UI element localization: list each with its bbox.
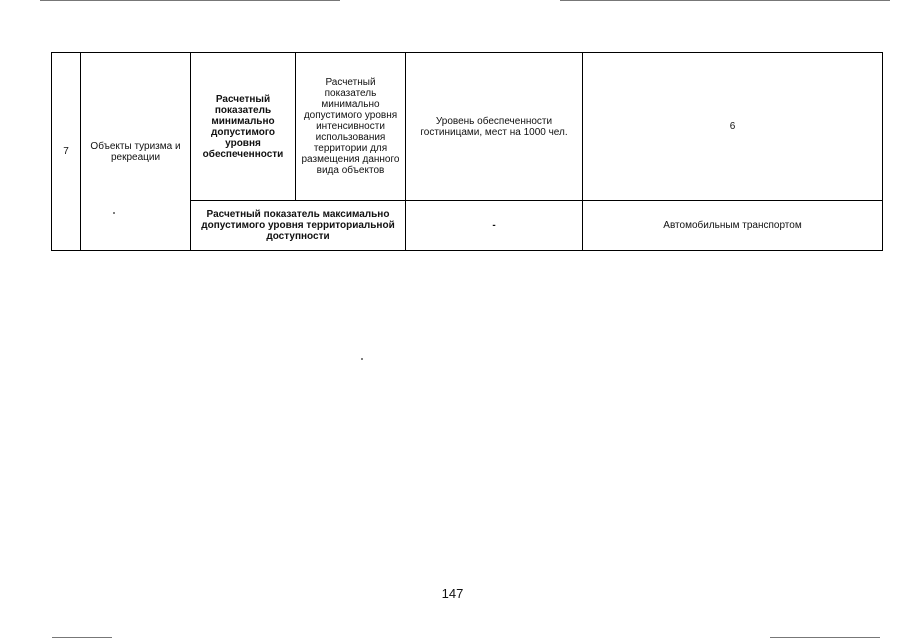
indicator-min: Расчетный показатель минимально допустимого уровня обеспеченности: [202, 93, 284, 160]
indicator-min-cell: [191, 53, 296, 201]
indicator-intensity-cell: [296, 53, 406, 201]
accessibility-description-cell: [406, 201, 583, 251]
provision-description-cell: [406, 53, 583, 201]
row-number: 7: [63, 146, 69, 157]
provision-value-cell: [583, 53, 883, 201]
scan-edge-bottom: [52, 637, 112, 638]
norms-table-container: [51, 52, 883, 251]
scan-edge-top-right: [560, 0, 890, 1]
provision-description: Уровень обеспеченности гостиницами, мест на 1000 чел.: [420, 115, 568, 138]
object-type: Объекты туризма и рекреации: [90, 140, 181, 163]
scan-speck: [361, 358, 363, 360]
indicator-max-cell: [191, 201, 406, 251]
scan-edge-top: [40, 0, 340, 1]
indicator-intensity: Расчетный показатель минимально допустимого уровня интенсивности использования территории для размещения данного вида объектов: [301, 77, 400, 176]
provision-value: 6: [729, 121, 736, 132]
object-type-cell: [81, 53, 191, 251]
indicator-max: Расчетный показатель максимально допустимого уровня территориальной доступности: [201, 209, 395, 242]
norms-table: [51, 52, 883, 251]
accessibility-value-cell: [583, 201, 883, 251]
row-number-cell: [52, 53, 81, 251]
accessibility-description: -: [492, 220, 496, 231]
scan-edge-bottom-right: [770, 637, 880, 638]
accessibility-value: Автомобильным транспортом: [663, 220, 802, 231]
scan-speck: [113, 212, 115, 214]
page-number: 147: [441, 586, 464, 601]
table-row: [52, 53, 883, 201]
